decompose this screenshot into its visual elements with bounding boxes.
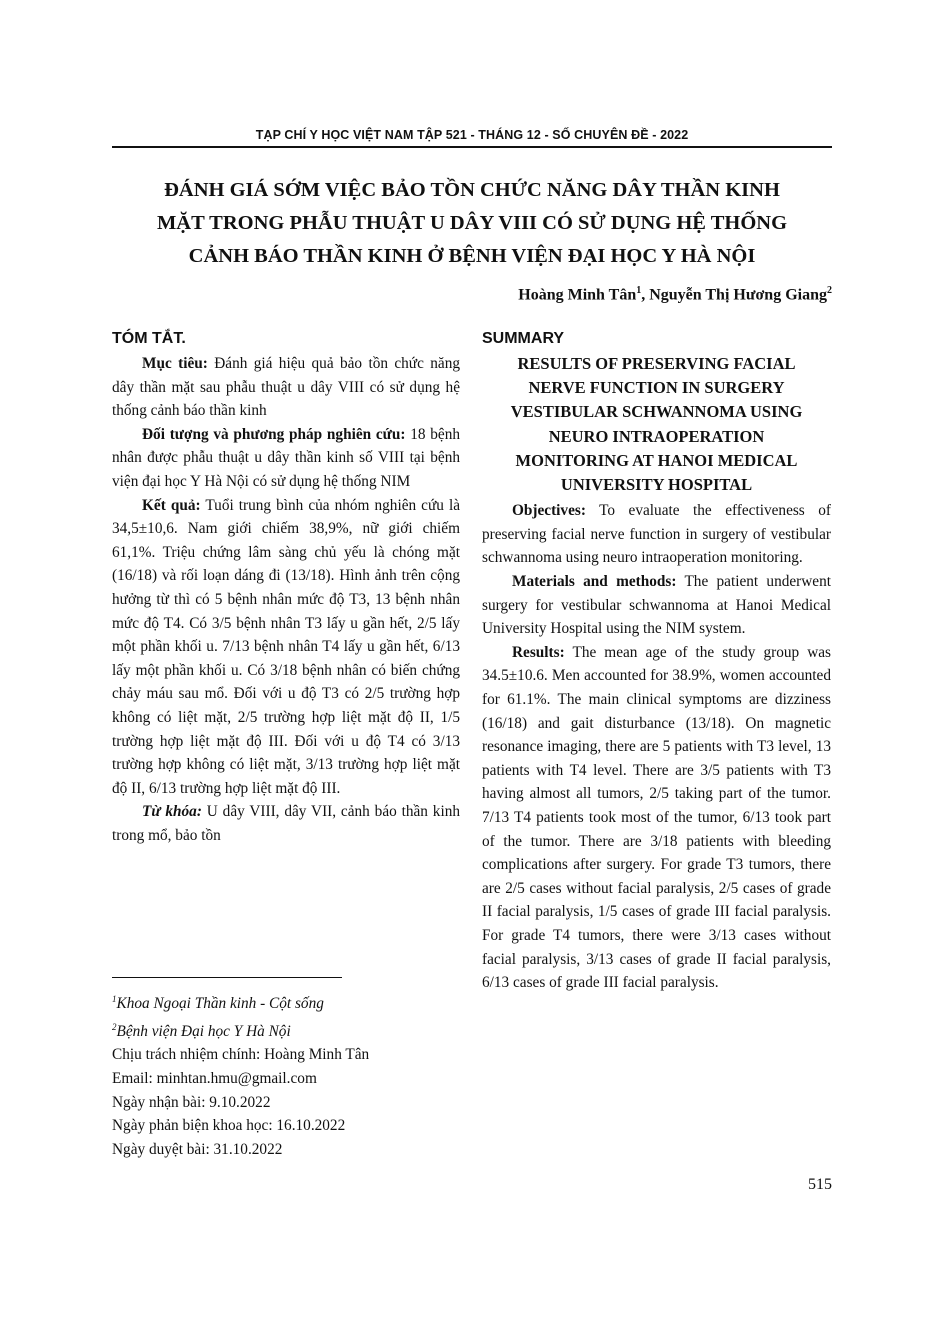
author-name: Hoàng Minh Tân	[518, 286, 637, 304]
paragraph-text: The patient underwent surgery for vestibular schwannoma at Hanoi Medical University Hospital using the NIM system.	[482, 573, 831, 638]
methods-paragraph	[112, 423, 460, 494]
results-paragraph-en	[482, 641, 831, 995]
title-line: RESULTS OF PRESERVING FACIAL	[517, 354, 796, 373]
paragraph-text: The mean age of the study group was 34.5±10.6. Men accounted for 38.9%, women accounted for 61.1%. The main clinical symptoms are dizziness (16/18) and gait disturbance (13/18). On magnetic resonance imaging, there are 5 patients with T3 level, 13 patients with T4 level. There are 3/5 patients with T3 having almost all tumors, 2/5 taking part of the tumor. 7/13 T4 patients took most of the tumor, 6/13 took part of the tumor. There are 3/18 patients with bleeding complications after surgery. For grade T3 tumors, there are 2/5 cases without facial paralysis, 2/5 cases of grade II facial paralysis, 1/5 cases of grade III facial paralysis. For grade T4 tumors, there were 3/13 cases without facial paralysis, 3/13 cases of grade II facial paralysis, 6/13 cases of grade III facial paralysis.	[482, 643, 831, 992]
date-received: Ngày nhận bài: 9.10.2022	[112, 1093, 271, 1111]
title-line: NEURO INTRAOPERATION	[548, 426, 765, 446]
paragraph-label: Kết quả:	[142, 496, 201, 514]
author-name: Nguyễn Thị Hương Giang	[649, 286, 827, 304]
title-line: NERVE FUNCTION IN SURGERY	[528, 378, 785, 398]
affiliation-1	[112, 988, 460, 1016]
title-line: MẶT TRONG PHẪU THUẬT U DÂY VIII CÓ SỬ DỤNG HỆ THỐNG	[156, 212, 788, 234]
affiliation-marker: 2	[827, 285, 832, 296]
affiliation-marker: 1	[636, 285, 642, 296]
page-number: 515	[808, 1176, 832, 1193]
author-separator: ,	[641, 286, 650, 304]
journal-running-header: TẠP CHÍ Y HỌC VIỆT NAM TẬP 521 - THÁNG 12 - SỐ CHUYÊN ĐỀ - 2022	[255, 128, 689, 142]
affiliation-marker: 1	[112, 994, 117, 1004]
abstract-heading-en: SUMMARY	[482, 330, 565, 347]
paragraph-label: Từ khóa:	[142, 803, 202, 821]
date-reviewed: Ngày phản biện khoa học: 16.10.2022	[112, 1117, 346, 1135]
paragraph-text: Đánh giá hiệu quả bảo tồn chức năng dây thần mặt sau phẫu thuật u dây VIII có sử dụng hệ thống cảnh báo thần kinh	[112, 355, 460, 420]
date-approved: Ngày duyệt bài: 31.10.2022	[112, 1140, 283, 1158]
results-paragraph	[112, 494, 460, 801]
title-line: VESTIBULAR SCHWANNOMA USING	[510, 402, 803, 422]
paragraph-label: Mục tiêu:	[142, 355, 208, 372]
abstract-heading-vi: TÓM TẮT.	[112, 330, 186, 347]
objective-paragraph	[112, 352, 460, 423]
paragraph-text: 18 bệnh nhân được phẫu thuật u dây thần kinh số VIII tại bệnh viện đại học Y Hà Nội có sử dụng hệ thống NIM	[112, 425, 460, 490]
title-line: ĐÁNH GIÁ SỚM VIỆC BẢO TỒN CHỨC NĂNG DÂY THẦN KINH	[164, 179, 780, 201]
affiliation-2	[112, 1016, 460, 1044]
responsible-author: Chịu trách nhiệm chính: Hoàng Minh Tân	[112, 1046, 370, 1064]
keywords-paragraph	[112, 800, 460, 847]
paragraph-label: Đối tượng và phương pháp nghiên cứu:	[142, 425, 406, 443]
footnote-rule	[112, 977, 342, 978]
affiliation-marker: 2	[112, 1021, 117, 1032]
objectives-paragraph	[482, 499, 831, 570]
paragraph-label: Objectives:	[512, 502, 586, 520]
title-line: UNIVERSITY HOSPITAL	[560, 475, 753, 495]
affiliation-text: Khoa Ngoại Thần kinh - Cột sống	[116, 995, 324, 1013]
footnotes	[112, 988, 460, 1161]
title-line: CẢNH BÁO THẦN KINH Ở BỆNH VIỆN ĐẠI HỌC Y HÀ NỘI	[188, 245, 756, 267]
paragraph-label: Results:	[512, 643, 565, 661]
english-title	[482, 352, 831, 497]
title-line: MONITORING AT HANOI MEDICAL	[515, 450, 798, 470]
vietnamese-abstract-column	[112, 330, 460, 847]
contact-email: Email: minhtan.hmu@gmail.com	[112, 1069, 317, 1087]
article-title	[112, 174, 832, 273]
paragraph-text: U dây VIII, dây VII, cảnh báo thần kinh trong mổ, bảo tồn	[112, 803, 460, 844]
header-rule	[112, 146, 832, 148]
materials-methods-paragraph	[482, 570, 831, 641]
paragraph-label: Materials and methods:	[512, 573, 677, 590]
affiliation-text: Bệnh viện Đại học Y Hà Nội	[116, 1022, 291, 1040]
paragraph-text: To evaluate the effectiveness of preserving facial nerve function in surgery of vestibular schwannoma using neuro intraoperation monitoring.	[482, 502, 831, 567]
author-line	[400, 285, 832, 304]
english-abstract-column	[482, 330, 831, 995]
paragraph-text: Tuổi trung bình của nhóm nghiên cứu là 34,5±10,6. Nam giới chiếm 38,9%, nữ giới chiếm 61,1%. Triệu chứng lâm sàng chủ yếu là chóng mặt (16/18) và rối loạn dáng đi (13/18). Hình ảnh trên cộng hưởng từ thì có 5 bệnh nhân mức độ T3, 13 bệnh nhân mức độ T4. Có 3/5 bệnh nhân T3 lấy u gần hết, 2/5 lấy một phần khối u. 7/13 bệnh nhân T4 lấy u gần hết, 6/13 lấy một phần khối u. Có 3/18 bệnh nhân có biến chứng chảy máu sau mổ. Đối với u độ T3 có 2/5 trường hợp không có liệt mặt, 2/5 trường hợp liệt mặt độ II, 1/5 trường hợp liệt mặt độ III. Đối với u độ T4 có 3/13 trường hợp không có liệt mặt, 3/13 trường hợp liệt mặt độ II, 6/13 trường hợp liệt mặt độ III.	[112, 496, 460, 797]
